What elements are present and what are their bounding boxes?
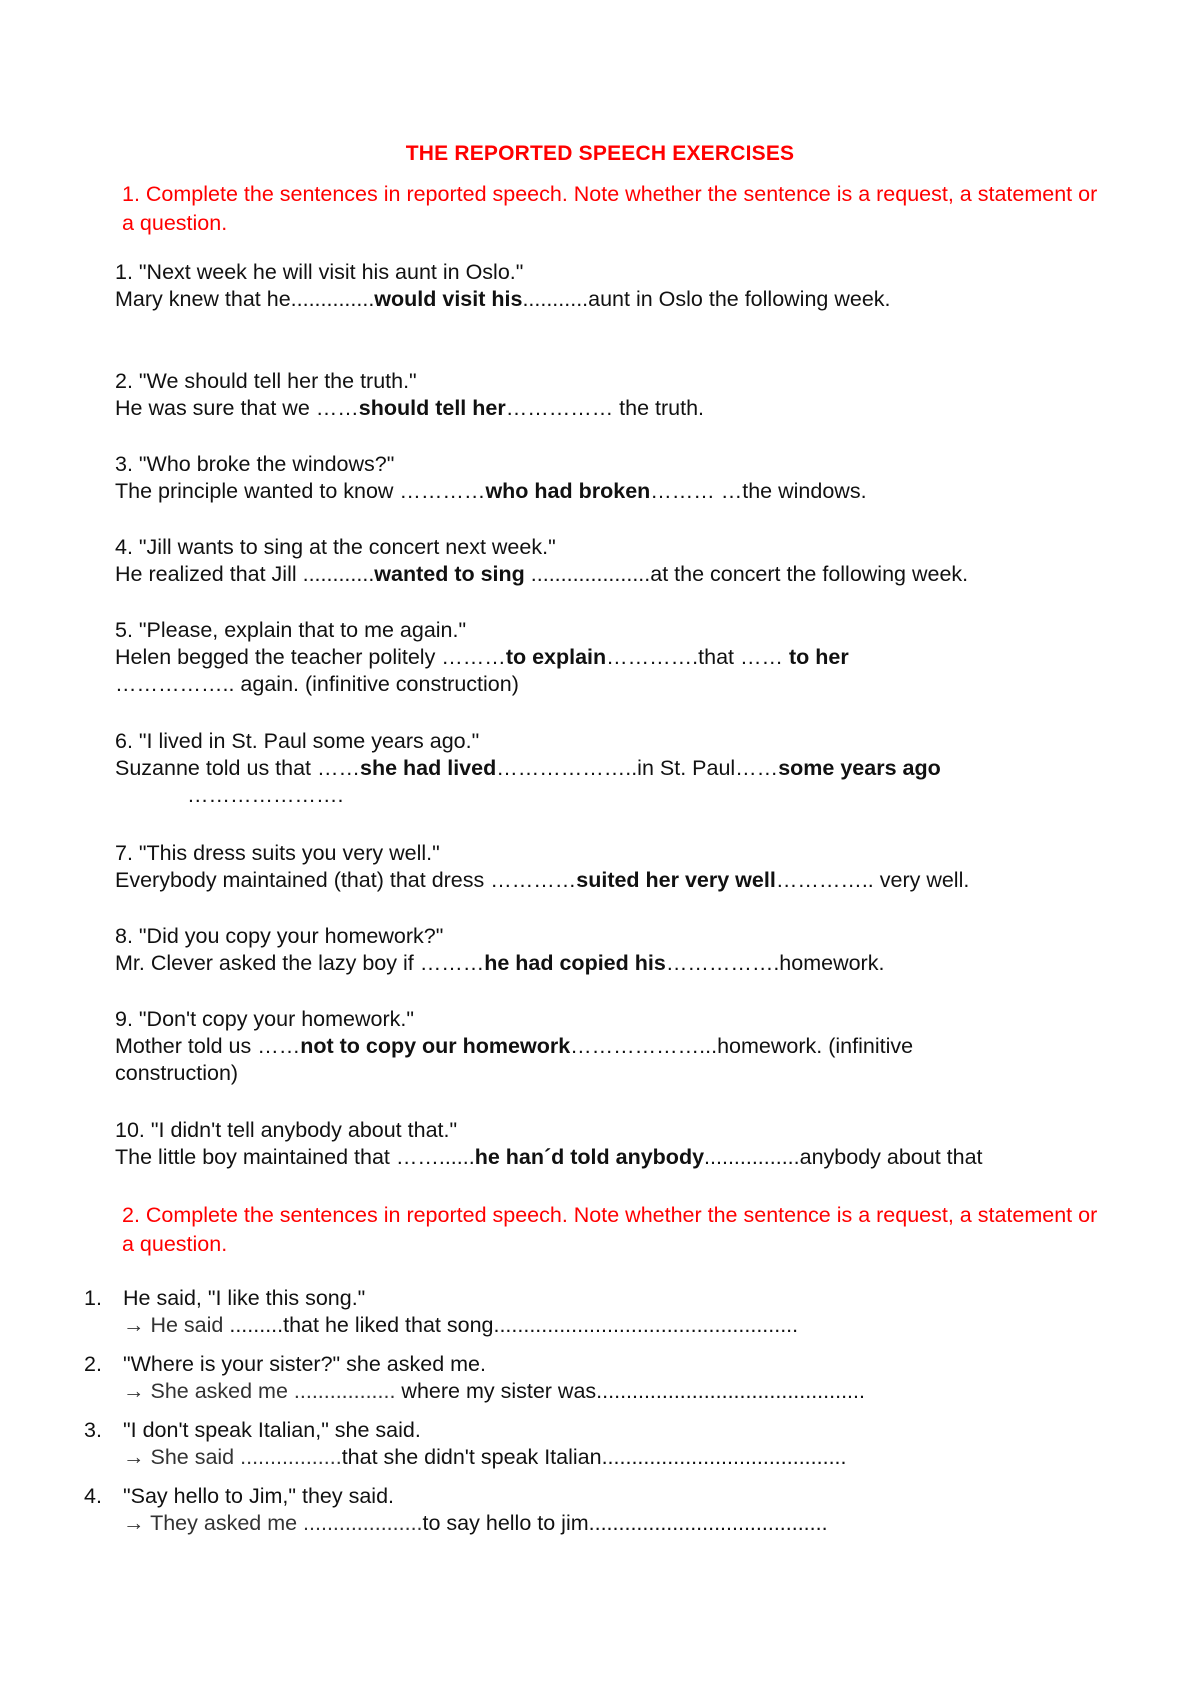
- s2-q4: "Say hello to Jim," they said.: [123, 1484, 394, 1508]
- s2-a3: → She said .................that she didn't speak Italian.........................................: [123, 1445, 847, 1469]
- s1-q10: 10. "I didn't tell anybody about that.": [115, 1118, 458, 1142]
- s2-num4: 4.: [84, 1484, 102, 1508]
- s1-q5: 5. "Please, explain that to me again.": [115, 618, 467, 642]
- s1-a7: Everybody maintained (that) that dress …………suited her very well………….. very well.: [115, 868, 970, 892]
- s2-a2: → She asked me ................. where my sister was.............................................: [123, 1379, 865, 1403]
- s1-a6-cont: ………………….: [187, 783, 344, 807]
- s1-a1: Mary knew that he..............would visit his...........aunt in Oslo the following week.: [115, 287, 891, 311]
- section2-instruction: 2. Complete the sentences in reported speech. Note whether the sentence is a request, a statement or a question.: [122, 1203, 1098, 1256]
- s1-a4: He realized that Jill ............wanted to sing ....................at the concert the following week.: [115, 562, 969, 586]
- s1-a6: Suzanne told us that ……she had lived………………..in St. Paul……some years ago: [115, 756, 941, 780]
- s1-a3: The principle wanted to know …………who had broken……… …the windows.: [115, 479, 867, 503]
- s1-a8: Mr. Clever asked the lazy boy if ………he had copied his…………….homework.: [115, 951, 885, 975]
- s1-a9: Mother told us ……not to copy our homework………………...homework. (infinitive: [115, 1034, 914, 1058]
- s2-a1: → He said .........that he liked that song...................................................: [123, 1313, 799, 1337]
- s2-num3: 3.: [84, 1418, 102, 1442]
- page-title: THE REPORTED SPEECH EXERCISES: [405, 142, 795, 165]
- s1-a5: Helen begged the teacher politely ………to explain………….that …… to her: [115, 645, 849, 669]
- s1-q6: 6. "I lived in St. Paul some years ago.": [115, 729, 480, 753]
- s1-q4: 4. "Jill wants to sing at the concert next week.": [115, 535, 556, 559]
- s1-q7: 7. "This dress suits you very well.": [115, 841, 440, 865]
- s1-q2: 2. "We should tell her the truth.": [115, 369, 417, 393]
- s2-q2: "Where is your sister?" she asked me.: [123, 1352, 486, 1376]
- s1-q8: 8. "Did you copy your homework?": [115, 924, 444, 948]
- s1-a10: The little boy maintained that ……......he han´d told anybody................anybody about that: [115, 1145, 983, 1169]
- s1-q3: 3. "Who broke the windows?": [115, 452, 395, 476]
- s1-q1: 1. "Next week he will visit his aunt in Oslo.": [115, 260, 524, 284]
- s2-q1: He said, "I like this song.": [123, 1286, 366, 1310]
- s1-a2: He was sure that we ……should tell her…………… the truth.: [115, 396, 705, 420]
- s2-a4: → They asked me ....................to say hello to jim........................................: [123, 1511, 828, 1535]
- s2-q3: "I don't speak Italian," she said.: [123, 1418, 421, 1442]
- section1-instruction: 1. Complete the sentences in reported speech. Note whether the sentence is a request, a statement or a question.: [122, 182, 1098, 235]
- s2-num1: 1.: [84, 1286, 102, 1310]
- s1-a9-cont: construction): [115, 1061, 239, 1085]
- s2-num2: 2.: [84, 1352, 102, 1376]
- s1-a5-cont: …………….. again. (infinitive construction): [115, 672, 519, 696]
- s1-q9: 9. "Don't copy your homework.": [115, 1007, 414, 1031]
